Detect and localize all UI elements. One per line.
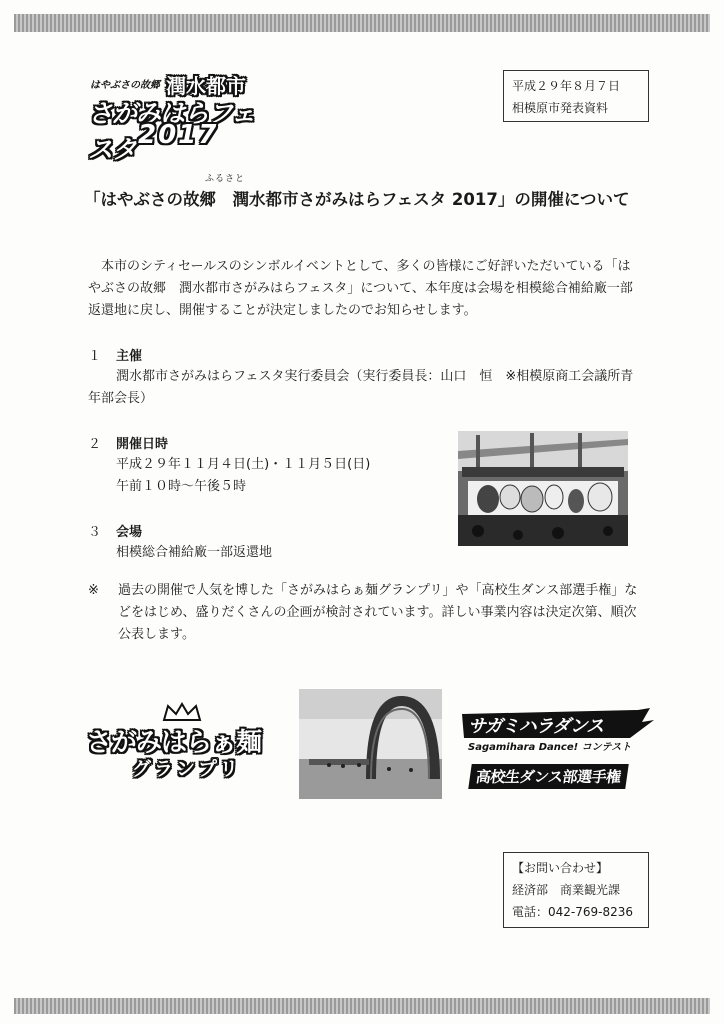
section-3-body: 相模総合補給廠一部返還地 xyxy=(116,545,273,560)
logo-line1: 潤水都市 xyxy=(166,74,246,98)
contact-heading: 【お問い合わせ】 xyxy=(512,861,609,875)
logo-small-text: はやぶさの故郷 xyxy=(90,80,160,91)
contact-department: 経済部 商業観光課 xyxy=(512,883,621,897)
crown-icon xyxy=(162,702,202,722)
release-date: 平成２９年８月７日 xyxy=(512,79,621,93)
section-2-heading: 開催日時 xyxy=(116,437,169,452)
stage-photo xyxy=(458,431,628,546)
contact-phone: 電話：042-769-8236 xyxy=(512,905,634,919)
section-2-time: 午前１０時～午後５時 xyxy=(116,479,247,494)
dance-contest-logo xyxy=(460,708,656,794)
scan-border-bottom xyxy=(14,998,710,1014)
note-text: 過去の開催で人気を博した「さがみはらぁ麺グランプリ」や「高校生ダンス部選手権」などをはじめ、盛りだくさんの企画が検討されています。詳しい事業内容は決定次第、順次公表します。 xyxy=(118,583,638,642)
contact-box xyxy=(503,852,649,928)
arch-photo xyxy=(299,689,442,799)
section-1-number: １ xyxy=(88,349,102,364)
scan-border-top xyxy=(14,14,710,32)
section-3-heading: 会場 xyxy=(116,525,143,540)
logo-year: 2017 xyxy=(138,120,219,150)
ramen-grandprix-logo xyxy=(84,702,284,788)
dance-logo-line3: 高校生ダンス部選手権 xyxy=(468,764,628,789)
ramen-logo-line2: グランプリ xyxy=(132,758,242,780)
dance-logo-line2: Sagamihara Dance! コンテスト xyxy=(468,742,632,753)
dance-logo-line1: サガミハラダンス xyxy=(468,716,604,737)
intro-paragraph: 本市のシティセールスのシンボルイベントとして、多くの皆様にご好評いただいている「はやぶさの故郷 潤水都市さがみはらフェスタ」について、本年度は会場を相模総合補給廠一部返還地に戻し、開催することが決定しましたのでお知らせします。 xyxy=(88,259,633,318)
title-ruby: ふるさと xyxy=(205,174,246,184)
release-issuer: 相模原市発表資料 xyxy=(512,101,609,115)
section-2-dates: 平成２９年１１月４日(土)・１１月５日(日) xyxy=(116,457,371,472)
section-3-number: ３ xyxy=(88,525,102,540)
section-1-heading: 主催 xyxy=(116,349,143,364)
logo-line2: さがみはらフェスタ xyxy=(88,99,255,164)
ramen-logo-line1: さがみはらぁ麺 xyxy=(86,728,262,758)
note-mark: ※ xyxy=(88,583,99,598)
document-title: 「はやぶさの故郷 潤水都市さがみはらフェスタ 2017」の開催について xyxy=(84,190,630,209)
section-1-body: 潤水都市さがみはらフェスタ実行委員会（実行委員長：山口 恒 ※相模原商工会議所青年部会長） xyxy=(88,369,634,406)
section-2-number: ２ xyxy=(88,437,102,452)
date-box xyxy=(503,70,649,122)
festa-logo xyxy=(86,68,270,164)
